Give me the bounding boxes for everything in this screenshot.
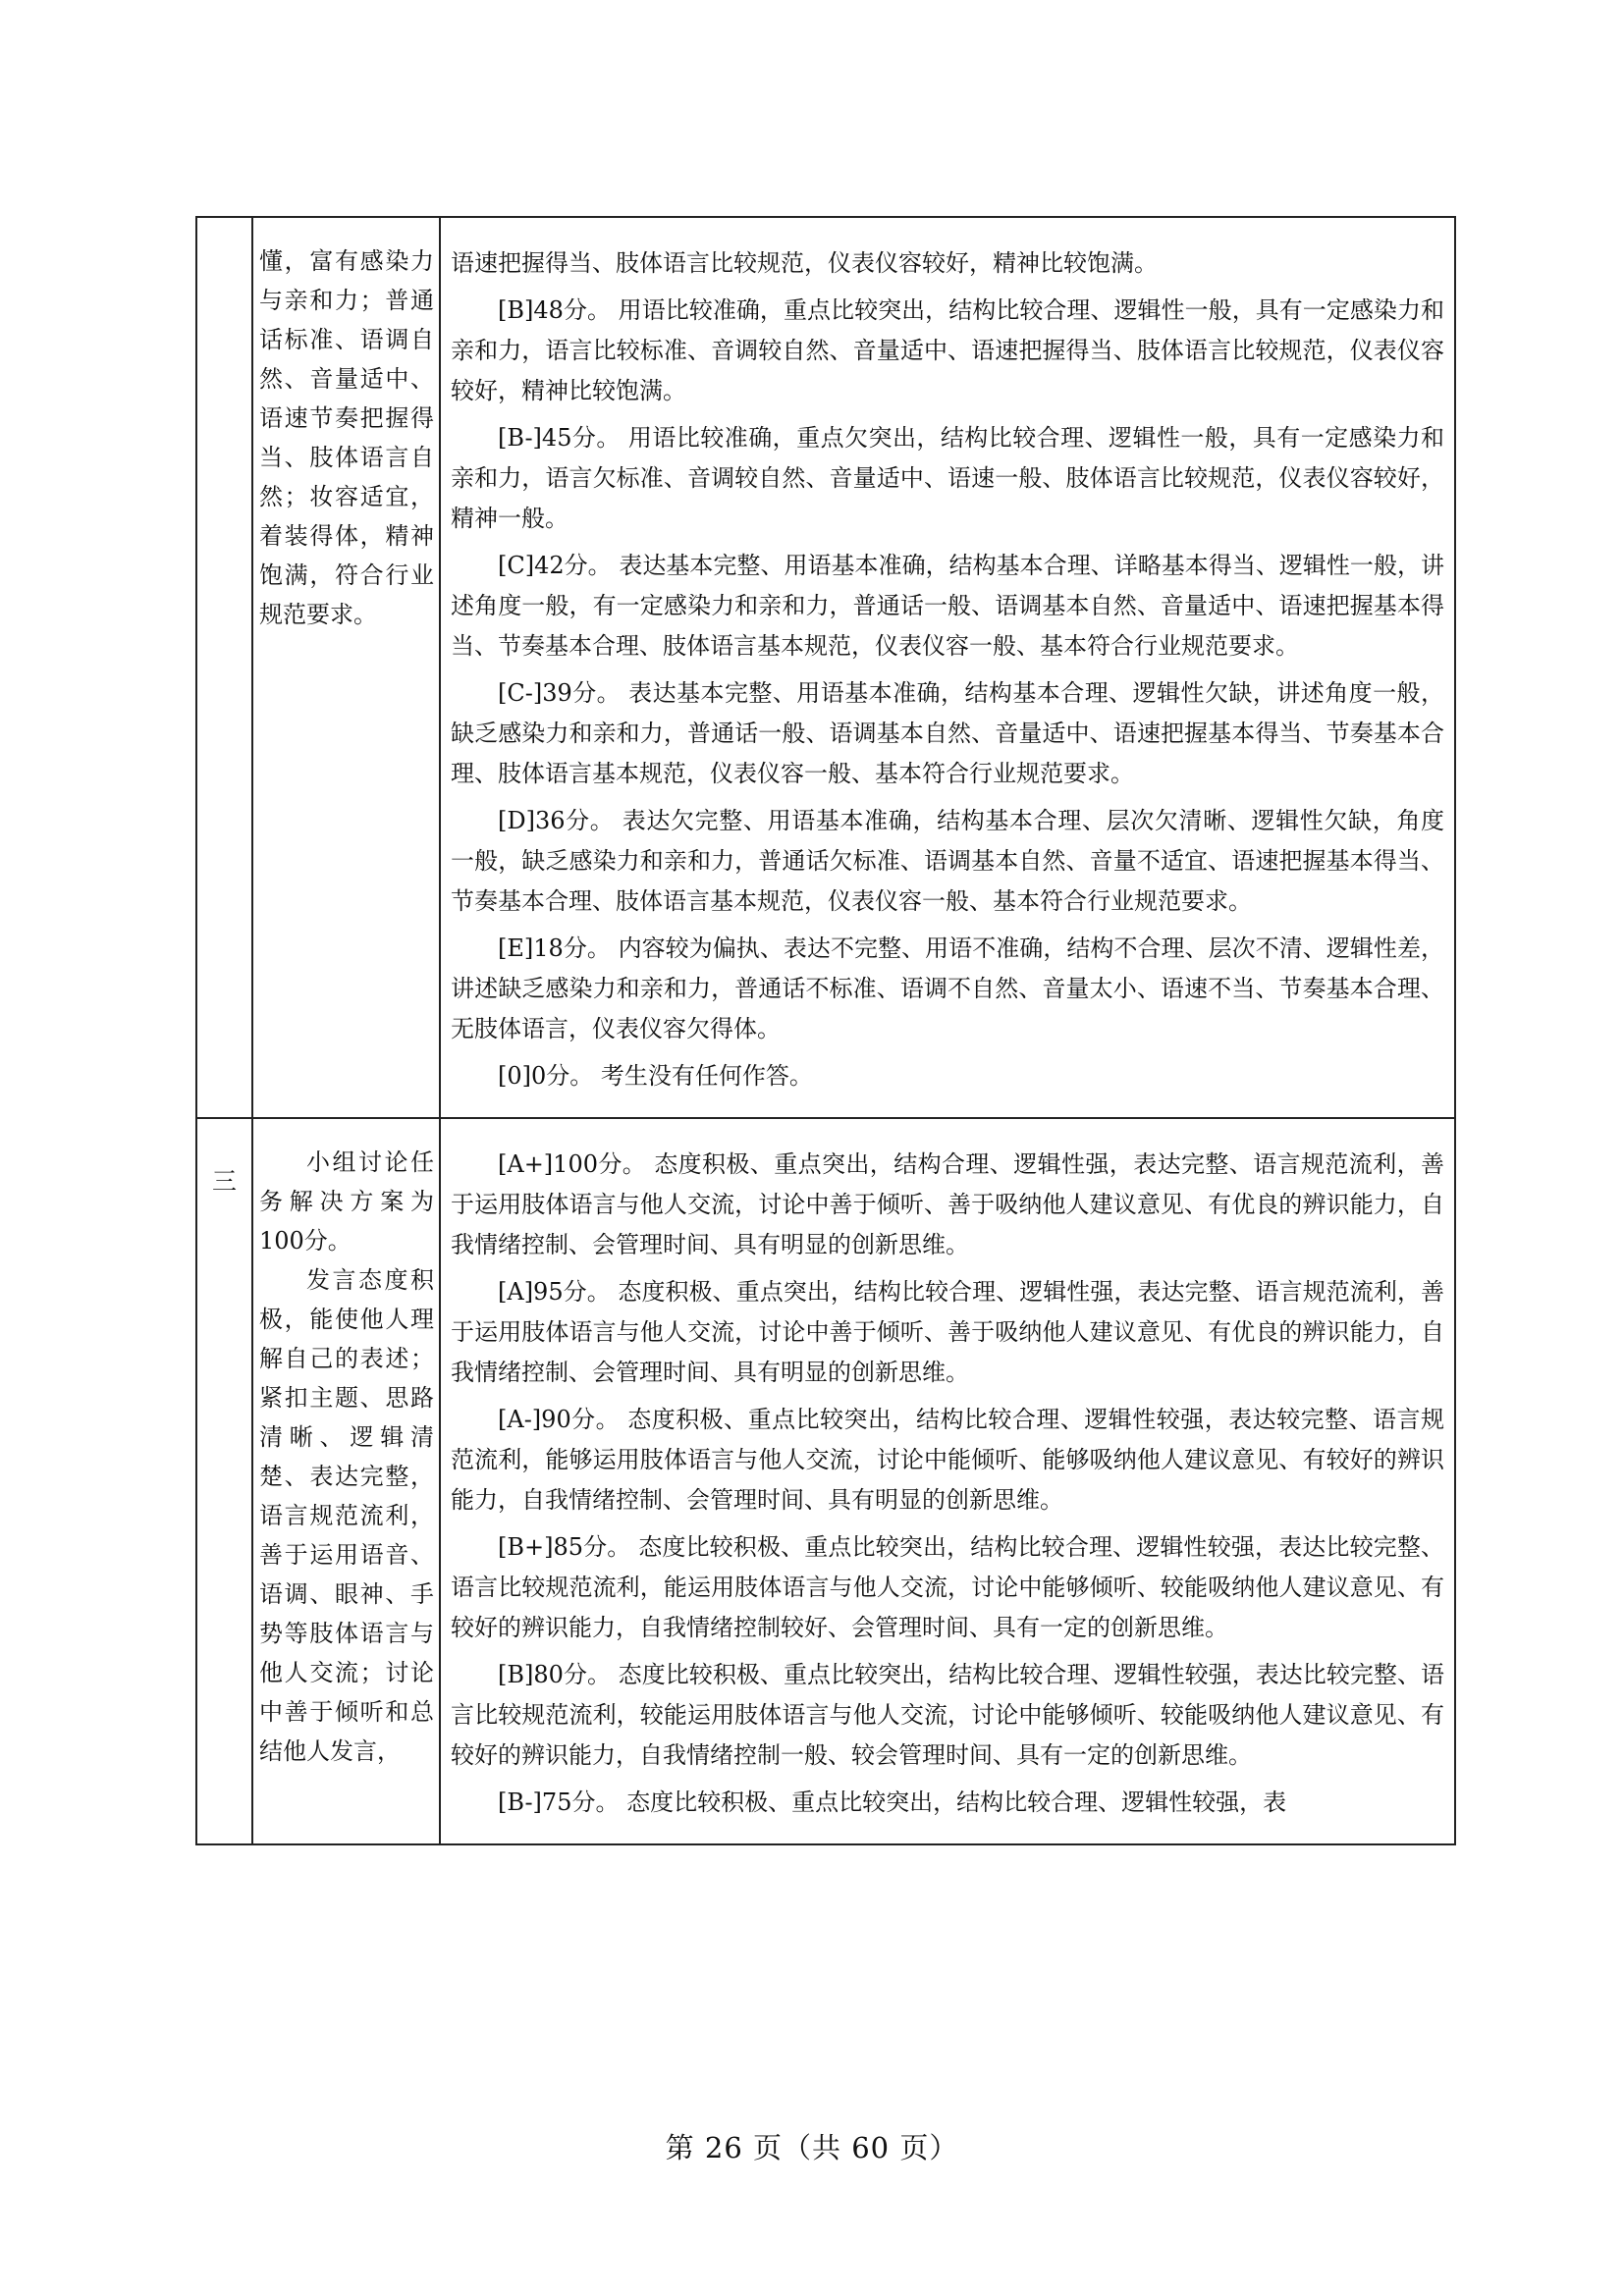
grade-line: [A+]100分。 态度积极、重点突出，结构合理、逻辑性强，表达完整、语言规范流利，善于运用肢体语言与他人交流，讨论中善于倾听、善于吸纳他人建议意见、有优良的辨识能力，自我情绪控制、会管理时间、具有明显的创新思维。 <box>451 1150 1444 1258</box>
section-number-cell <box>196 217 252 1118</box>
criteria-text: 发言态度积极，能使他人理解自己的表述；紧扣主题、思路清晰、逻辑清楚、表达完整，语言规范流利，善于运用语音、语调、眼神、手势等肢体语言与他人交流；讨论中善于倾听和总结他人发言， <box>259 1266 434 1765</box>
grade-line: [B]48分。 用语比较准确，重点比较突出，结构比较合理、逻辑性一般，具有一定感染力和亲和力，语言比较标准、音调较自然、音量适中、语速把握得当、肢体语言比较规范，仪表仪容较好，精神比较饱满。 <box>451 296 1444 404</box>
grade-line: [A-]90分。 态度积极、重点比较突出，结构比较合理、逻辑性较强，表达较完整、语言规范流利，能够运用肢体语言与他人交流，讨论中能倾听、能够吸纳他人建议意见、有较好的辨识能力，自我情绪控制、会管理时间、具有明显的创新思维。 <box>451 1406 1444 1514</box>
grade-line: [B+]85分。 态度比较积极、重点比较突出，结构比较合理、逻辑性较强，表达比较完整、语言比较规范流利，能运用肢体语言与他人交流，讨论中能够倾听、较能吸纳他人建议意见、有较好的辨识能力，自我情绪控制较好、会管理时间、具有一定的创新思维。 <box>451 1533 1444 1641</box>
rubric-row-continued <box>196 217 1455 1118</box>
criteria-intro: 小组讨论任务解决方案为100分。 <box>259 1148 434 1255</box>
page-number-footer: 第 26 页（共 60 页） <box>665 2131 959 2164</box>
grade-line: [B]80分。 态度比较积极、重点比较突出，结构比较合理、逻辑性较强，表达比较完整、语言比较规范流利，较能运用肢体语言与他人交流，讨论中能够倾听、较能吸纳他人建议意见、有较好的辨识能力，自我情绪控制一般、较会管理时间、具有一定的创新思维。 <box>451 1661 1444 1769</box>
grade-line: 语速把握得当、肢体语言比较规范，仪表仪容较好，精神比较饱满。 <box>451 249 1158 277</box>
grade-description-cell <box>440 1118 1455 1844</box>
criteria-text: 懂，富有感染力与亲和力；普通话标准、语调自然、音量适中、语速节奏把握得当、肢体语言自然；妆容适宜，着装得体，精神饱满，符合行业规范要求。 <box>259 247 434 628</box>
section-number-cell: 三 <box>196 1118 252 1844</box>
grade-description-cell <box>440 217 1455 1118</box>
grade-line: [C-]39分。 表达基本完整、用语基本准确，结构基本合理、逻辑性欠缺，讲述角度一般，缺乏感染力和亲和力，普通话一般、语调基本自然、音量适中、语速把握基本得当、节奏基本合理、肢体语言基本规范，仪表仪容一般、基本符合行业规范要求。 <box>451 679 1444 787</box>
grade-line: [D]36分。 表达欠完整、用语基本准确，结构基本合理、层次欠清晰、逻辑性欠缺，角度一般，缺乏感染力和亲和力，普通话欠标准、语调基本自然、音量不适宜、语速把握基本得当、节奏基本合理、肢体语言基本规范，仪表仪容一般、基本符合行业规范要求。 <box>451 807 1444 915</box>
criteria-cell <box>252 217 440 1118</box>
grade-line: [B-]45分。 用语比较准确，重点欠突出，结构比较合理、逻辑性一般，具有一定感染力和亲和力，语言欠标准、音调较自然、音量适中、语速一般、肢体语言比较规范，仪表仪容较好，精神一般。 <box>451 424 1444 532</box>
grade-line: [E]18分。 内容较为偏执、表达不完整、用语不准确，结构不合理、层次不清、逻辑性差，讲述缺乏感染力和亲和力，普通话不标准、语调不自然、音量太小、语速不当、节奏基本合理、无肢体语言，仪表仪容欠得体。 <box>451 934 1444 1042</box>
rubric-row-section-three <box>196 1118 1455 1844</box>
grade-line: [B-]75分。 态度比较积极、重点比较突出，结构比较合理、逻辑性较强，表 <box>498 1789 1287 1816</box>
grade-line: [C]42分。 表达基本完整、用语基本准确，结构基本合理、详略基本得当、逻辑性一般，讲述角度一般，有一定感染力和亲和力，普通话一般、语调基本自然、音量适中、语速把握基本得当、节奏基本合理、肢体语言基本规范，仪表仪容一般、基本符合行业规范要求。 <box>451 552 1444 660</box>
scoring-rubric-table <box>195 216 1456 1845</box>
criteria-cell <box>252 1118 440 1844</box>
grade-line: [A]95分。 态度积极、重点突出，结构比较合理、逻辑性强，表达完整、语言规范流利，善于运用肢体语言与他人交流，讨论中善于倾听、善于吸纳他人建议意见、有优良的辨识能力，自我情绪控制、会管理时间、具有明显的创新思维。 <box>451 1278 1444 1386</box>
grade-line: [0]0分。 考生没有任何作答。 <box>498 1062 813 1090</box>
